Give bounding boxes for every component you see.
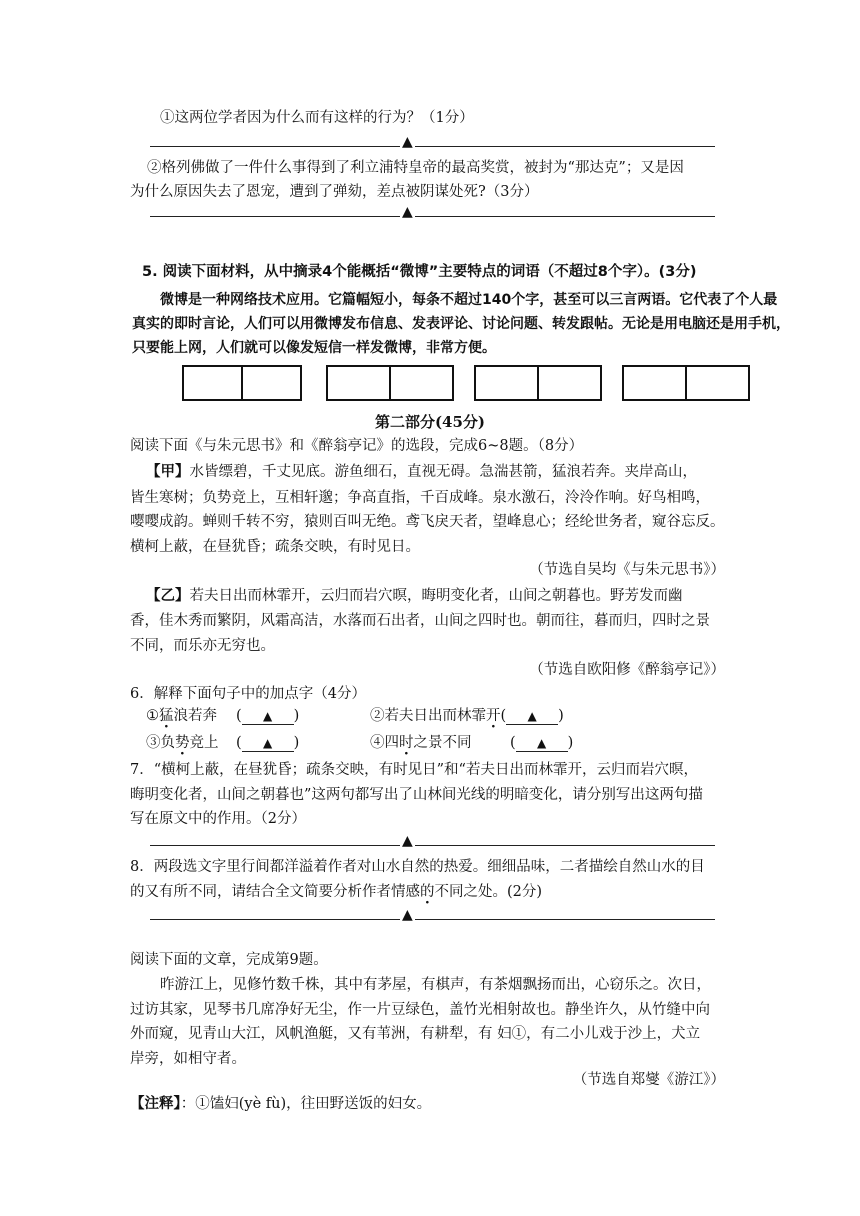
q6-item-1: ①猛浪若奔	[146, 708, 217, 724]
q7-line3: 写在原文中的作用。（2分）	[130, 811, 306, 827]
answer-marker: ▲	[402, 907, 413, 923]
answer-line[interactable]	[150, 833, 715, 852]
yi-line1: 【乙】若夫日出而林霏开，云归而岩穴暝，晦明变化者，山间之朝暮也。野芳发而幽	[146, 587, 683, 604]
jia-line3: 嘤嘤成韵。蝉则千转不穷，猿则百叫无绝。鸢飞戾天者，望峰息心；经纶世务者，窥谷忘反。	[130, 514, 725, 530]
yi-label: 【乙】	[146, 587, 190, 604]
answer-box[interactable]	[476, 367, 537, 399]
q6-item-3: ③负势竞上	[146, 735, 219, 751]
q5-prompt: 5. 阅读下面材料，从中摘录4个能概括“微博”主要特点的词语（不超过8个字）。(3分)	[142, 264, 697, 280]
q9-line4: 岸旁，如相守者。	[130, 1051, 246, 1067]
q6-blank-4[interactable]: ▲	[516, 735, 568, 752]
answer-marker: ▲	[402, 833, 413, 849]
q9-intro: 阅读下面的文章，完成第9题。	[130, 952, 328, 968]
jia-line4: 横柯上蔽，在昼犹昏；疏条交映，有时见日。	[130, 539, 420, 555]
q6-prompt: 6．解释下面句子中的加点字（4分）	[130, 686, 366, 702]
q9-line3: 外而窥，见青山大江，风帆渔艇，又有苇洲，有耕犁，有 妇①，有二小儿戏于沙上，犬立	[130, 1026, 701, 1042]
answer-box[interactable]	[537, 367, 600, 399]
q5-body-line1: 微博是一种网络技术应用。它篇幅短小，每条不超过140个字，甚至可以三言两语。它代表了个人最	[160, 292, 778, 308]
jia-source: （节选自吴均《与朱元思书》）	[529, 562, 725, 578]
answer-box[interactable]	[389, 367, 452, 399]
dotted-char: 势	[175, 735, 190, 751]
answer-line[interactable]	[150, 204, 715, 223]
answer-line[interactable]	[150, 134, 715, 153]
dotted-char: 猛	[159, 708, 174, 724]
q7-line2: 晦明变化者，山间之朝暮也”这两句都写出了山林间光线的明暗变化，请分别写出这两句描	[130, 787, 703, 803]
dotted-char: 时	[399, 735, 414, 751]
answer-line[interactable]	[150, 907, 715, 926]
answer-marker: ▲	[402, 134, 413, 150]
q5-body-line3: 只要能上网，人们就可以像发短信一样发微博，非常方便。	[132, 340, 496, 356]
answer-box[interactable]	[241, 367, 300, 399]
q6-blank-2[interactable]: ▲	[506, 708, 558, 725]
q6-blank-3[interactable]: ▲	[242, 735, 294, 752]
q8-line1: 8．两段选文字里行间都洋溢着作者对山水自然的热爱。细细品味，二者描绘自然山水的目	[130, 859, 705, 875]
note-label: 【注释】	[130, 1095, 181, 1112]
answer-box-group[interactable]	[622, 365, 750, 401]
q9-line1: 昨游江上，见修竹数千株，其中有茅屋，有棋声，有茶烟飘扬而出，心窃乐之。次日，	[160, 977, 711, 993]
q4-sub1: ①这两位学者因为什么而有这样的行为？（1分）	[160, 110, 474, 126]
answer-box-group[interactable]	[326, 365, 454, 401]
q5-body-line2: 真实的即时言论，人们可以用微博发布信息、发表评论、讨论问题、转发跟帖。无论是用电脑还是用手机，	[132, 316, 790, 332]
part2-intro: 阅读下面《与朱元思书》和《醉翁亭记》的选段，完成6~8题。（8分）	[130, 438, 584, 454]
yi-line3: 不同，而乐亦无穷也。	[130, 638, 275, 654]
jia-label: 【甲】	[146, 463, 190, 480]
jia-line1: 【甲】水皆缥碧，千丈见底。游鱼细石，直视无碍。急湍甚箭，猛浪若奔。夹岸高山，	[146, 463, 697, 480]
jia-line2: 皆生寒树；负势竞上，互相轩邈；争高直指，千百成峰。泉水激石，泠泠作响。好鸟相鸣，	[130, 490, 710, 506]
dotted-phrase: 情感的不同 ·	[391, 882, 464, 902]
q7-line1: 7．“横柯上蔽，在昼犹昏；疏条交映，有时见日”和“若夫日出而林霏开，云归而岩穴暝，	[130, 762, 698, 778]
answer-box[interactable]	[184, 367, 241, 399]
exam-page: ①这两位学者因为什么而有这样的行为？（1分） ▲ ②格列佛做了一件什么事得到了利立浦特皇帝的最高奖赏，被封为“那达克”；又是因 为什么原因失去了恩宠，遭到了弹劾，差点被阴谋处死?（3分） ▲ 5. 阅读下面材料，从中摘录4个能概括“微博”主要特点的词语（不超过8个字）。(3分) 微博是一种网络技术应用。它篇幅短小，每条不超过140个字，甚至可以三言两语。它代表了个人最 真实的即时言论，人们可以用微博发布信息、发表评论、讨论问题、转发跟帖。无论是用电脑还是用手机， 只要能上网，人们就可以像发短信一样发微博，非常方便。 第二部分(45分) 阅读下面《与朱元思书》和《醉翁亭记》的选段，完成6~8题。（8分） 【甲】水皆缥碧，千丈见底。游鱼细石，直视无碍。急湍甚箭，猛浪若奔。夹岸高山， 皆生寒树；负势竞上，互相轩邈；争高直指，千百成峰。泉水激石，泠泠作响。好鸟相鸣， 嘤嘤成韵。蝉则千转不穷，猿则百叫无绝。鸢飞戾天者，望峰息心；经纶世务者，窥谷忘反。 横柯上蔽，在昼犹昏；疏条交映，有时见日。 （节选自吴均《与朱元思书》） 【乙】若夫日出而林霏开，云归而岩穴暝，晦明变化者，山间之朝暮也。野芳发而幽 香，佳木秀而繁阴，风霜高洁，水落而石出者，山间之四时也。朝而往，暮而归，四时之景 不同，而乐亦无穷也。 （节选自欧阳修《醉翁亭记》） 6．解释下面句子中的加点字（4分） ①猛浪若奔 ( ▲ ) ②若夫日出而林霏开( ▲ ) ③负势竞上 ( ▲ ) ④四时之景不同 ( ▲ ) 7．“横柯上蔽，在昼犹昏；疏条交映，有时见日”和“若夫日出而林霏开，云归而岩穴暝， 晦明变化者，山间之朝暮也”这两句都写出了山林间光线的明暗变化，请分别写出这两句描 写在原文中的作用。（2分） ▲ 8．两段选文字里行间都洋溢着作者对山水自然的热爱。细细品味，二者描绘自然山水的目 的又有所不同，请结合全文简要分析作者情感的不同 ·之处。(2分) ▲ 阅读下面的文章，完成第9题。 昨游江上，见修竹数千株，其中有茅屋，有棋声，有茶烟飘扬而出，心窃乐之。次日， 过访其家，见琴书几席净好无尘，作一片豆绿色，盖竹光相射故也。静坐许久，从竹缝中向 外而窥，见青山大江，风帆渔艇，又有苇洲，有耕犁，有 妇①，有二小儿戏于沙上，犬立 岸旁，如相守者。 （节选自郑燮《游江》） 【注释】：①馌妇(yè fù)，往田野送饭的妇女。	[0, 0, 860, 1216]
yi-source: （节选自欧阳修《醉翁亭记》）	[529, 662, 725, 678]
q4-sub2-line1: ②格列佛做了一件什么事得到了利立浦特皇帝的最高奖赏，被封为“那达克”；又是因	[147, 160, 684, 176]
answer-box[interactable]	[328, 367, 389, 399]
q6-item-2: ②若夫日出而林霏开( ▲ )	[370, 708, 564, 724]
yi-line2: 香，佳木秀而繁阴，风霜高洁，水落而石出者，山间之四时也。朝而往，暮而归，四时之景	[130, 613, 710, 629]
part2-heading: 第二部分(45分)	[374, 413, 486, 431]
q9-line2: 过访其家，见琴书几席净好无尘，作一片豆绿色，盖竹光相射故也。静坐许久，从竹缝中向	[130, 1002, 710, 1018]
q4-sub2-line2: 为什么原因失去了恩宠，遭到了弹劾，差点被阴谋处死?（3分）	[130, 184, 539, 200]
q9-note: 【注释】：①馌妇(yè fù)，往田野送饭的妇女。	[130, 1095, 432, 1112]
answer-box[interactable]	[624, 367, 685, 399]
q6-item-4: ④四时之景不同	[370, 735, 472, 751]
answer-box[interactable]	[685, 367, 748, 399]
q6-blank-1[interactable]: ▲	[242, 708, 294, 725]
q8-line2: 的又有所不同，请结合全文简要分析作者情感的不同 ·之处。(2分)	[130, 882, 542, 902]
dotted-char: 开	[486, 708, 501, 724]
answer-box-group[interactable]	[182, 365, 302, 401]
answer-box-group[interactable]	[474, 365, 602, 401]
q9-source: （节选自郑燮《游江》）	[572, 1072, 725, 1088]
answer-marker: ▲	[402, 204, 413, 220]
